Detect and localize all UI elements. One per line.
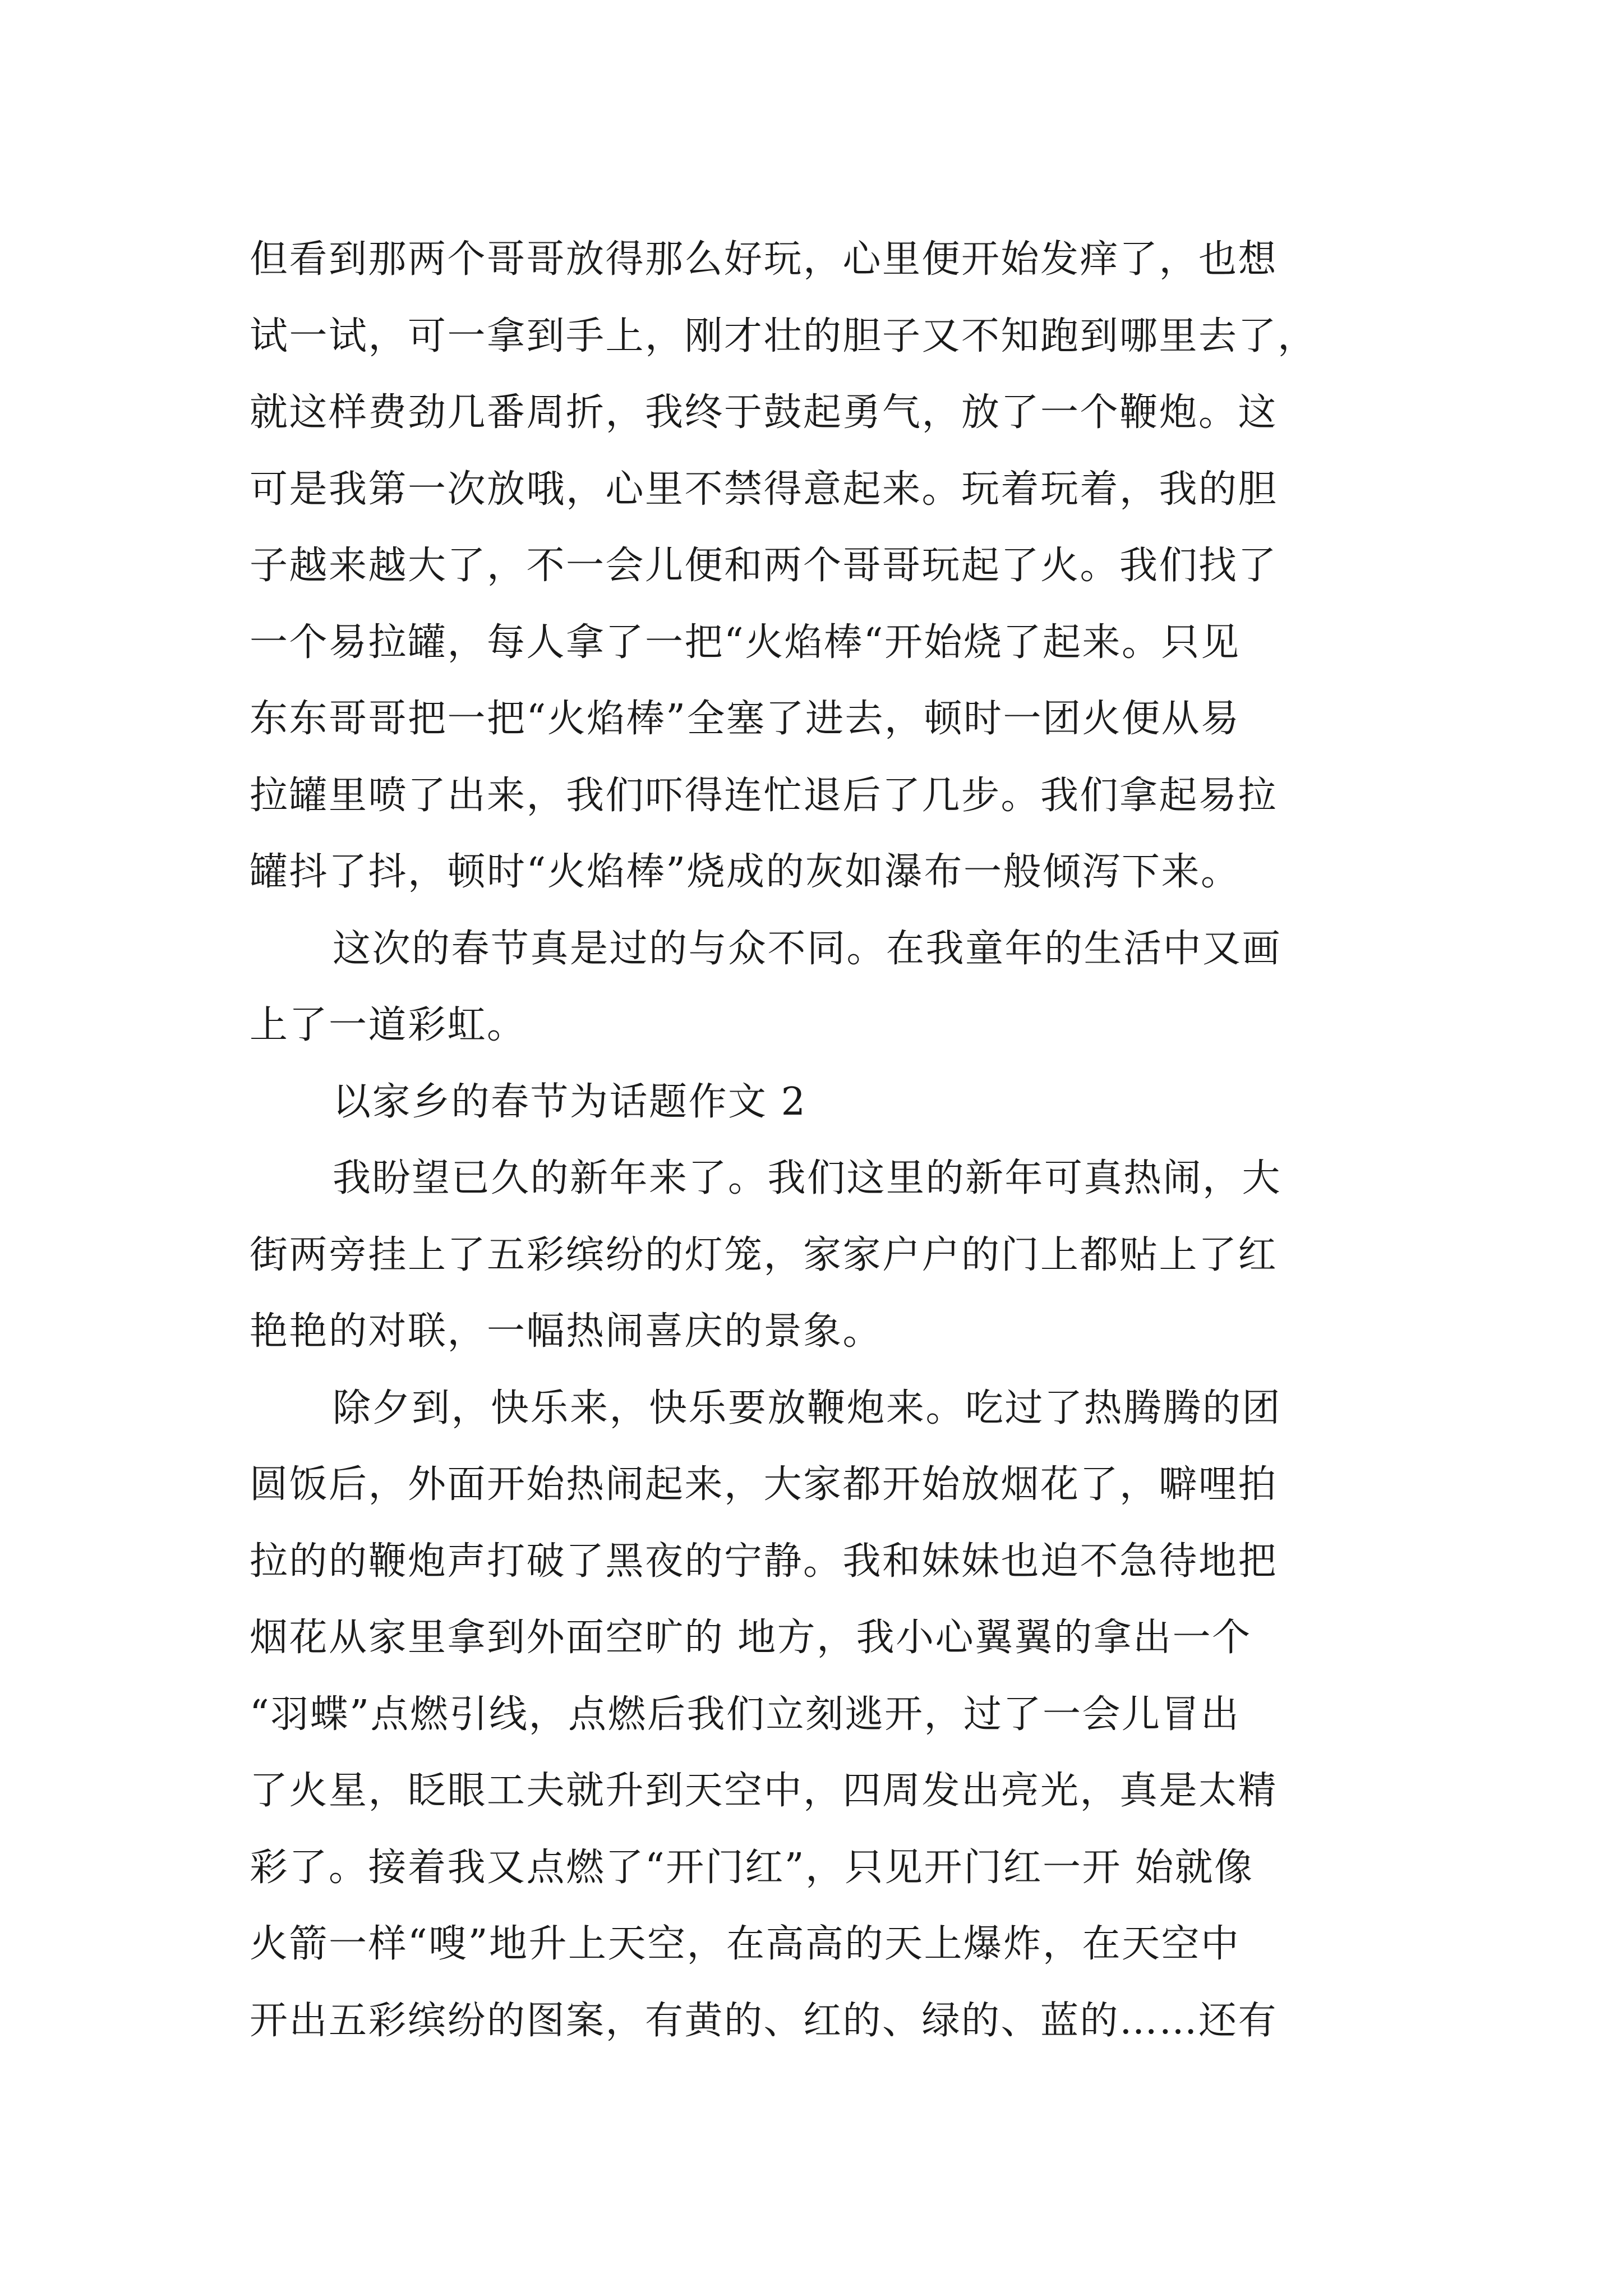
text-line: 一个易拉罐，每人拿了一把“火焰棒“开始烧了起来。只见 — [250, 620, 1241, 665]
text-line: 但看到那两个哥哥放得那么好玩，心里便开始发痒了，也想 — [250, 237, 1278, 282]
text-line: 子越来越大了，不一会儿便和两个哥哥玩起了火。我们找了 — [250, 544, 1278, 588]
text-line: “羽蝶”点燃引线，点燃后我们立刻逃开，过了一会儿冒出 — [250, 1692, 1241, 1737]
text-line: 火箭一样“嗖”地升上天空，在高高的天上爆炸，在天空中 — [250, 1922, 1241, 1966]
paragraph-start-line: 这次的春节真是过的与众不同。在我童年的生活中又画 — [333, 926, 1282, 971]
text-line: 拉的的鞭炮声打破了黑夜的宁静。我和妹妹也迫不急待地把 — [250, 1539, 1278, 1584]
text-line: 罐抖了抖，顿时“火焰棒”烧成的灰如瀑布一般倾泻下来。 — [250, 850, 1241, 894]
text-line: 彩了。接着我又点燃了“开门红”，只见开门红一开 始就像 — [250, 1845, 1254, 1890]
text-line: 上了一道彩虹。 — [250, 1003, 527, 1047]
text-line: 了火星，眨眼工夫就升到天空中，四周发出亮光，真是太精 — [250, 1769, 1278, 1813]
text-line: 圆饭后，外面开始热闹起来，大家都开始放烟花了，噼哩拍 — [250, 1462, 1278, 1507]
essay-body — [250, 222, 1394, 2059]
text-line: 艳艳的对联，一幅热闹喜庆的景象。 — [250, 1309, 883, 1354]
section-heading: 以家乡的春节为话题作文 2 — [333, 1079, 807, 1124]
text-line: 就这样费劲几番周折，我终于鼓起勇气，放了一个鞭炮。这 — [250, 390, 1278, 435]
text-line: 拉罐里喷了出来，我们吓得连忙退后了几步。我们拿起易拉 — [250, 773, 1278, 818]
text-line: 可是我第一次放哦，心里不禁得意起来。玩着玩着，我的胆 — [250, 467, 1278, 512]
paragraph-start-line: 我盼望已久的新年来了。我们这里的新年可真热闹，大 — [333, 1156, 1282, 1200]
text-line: 烟花从家里拿到外面空旷的 地方，我小心翼翼的拿出一个 — [250, 1616, 1252, 1660]
text-line: 试一试，可一拿到手上，刚才壮的胆子又不知跑到哪里去了， — [250, 314, 1317, 358]
paragraph-start-line: 除夕到，快乐来，快乐要放鞭炮来。吃过了热腾腾的团 — [333, 1386, 1282, 1430]
text-line: 开出五彩缤纷的图案，有黄的、红的、绿的、蓝的……还有 — [250, 1998, 1278, 2043]
text-line: 街两旁挂上了五彩缤纷的灯笼，家家户户的门上都贴上了红 — [250, 1232, 1278, 1277]
text-line: 东东哥哥把一把“火焰棒”全塞了进去，顿时一团火便从易 — [250, 697, 1241, 741]
